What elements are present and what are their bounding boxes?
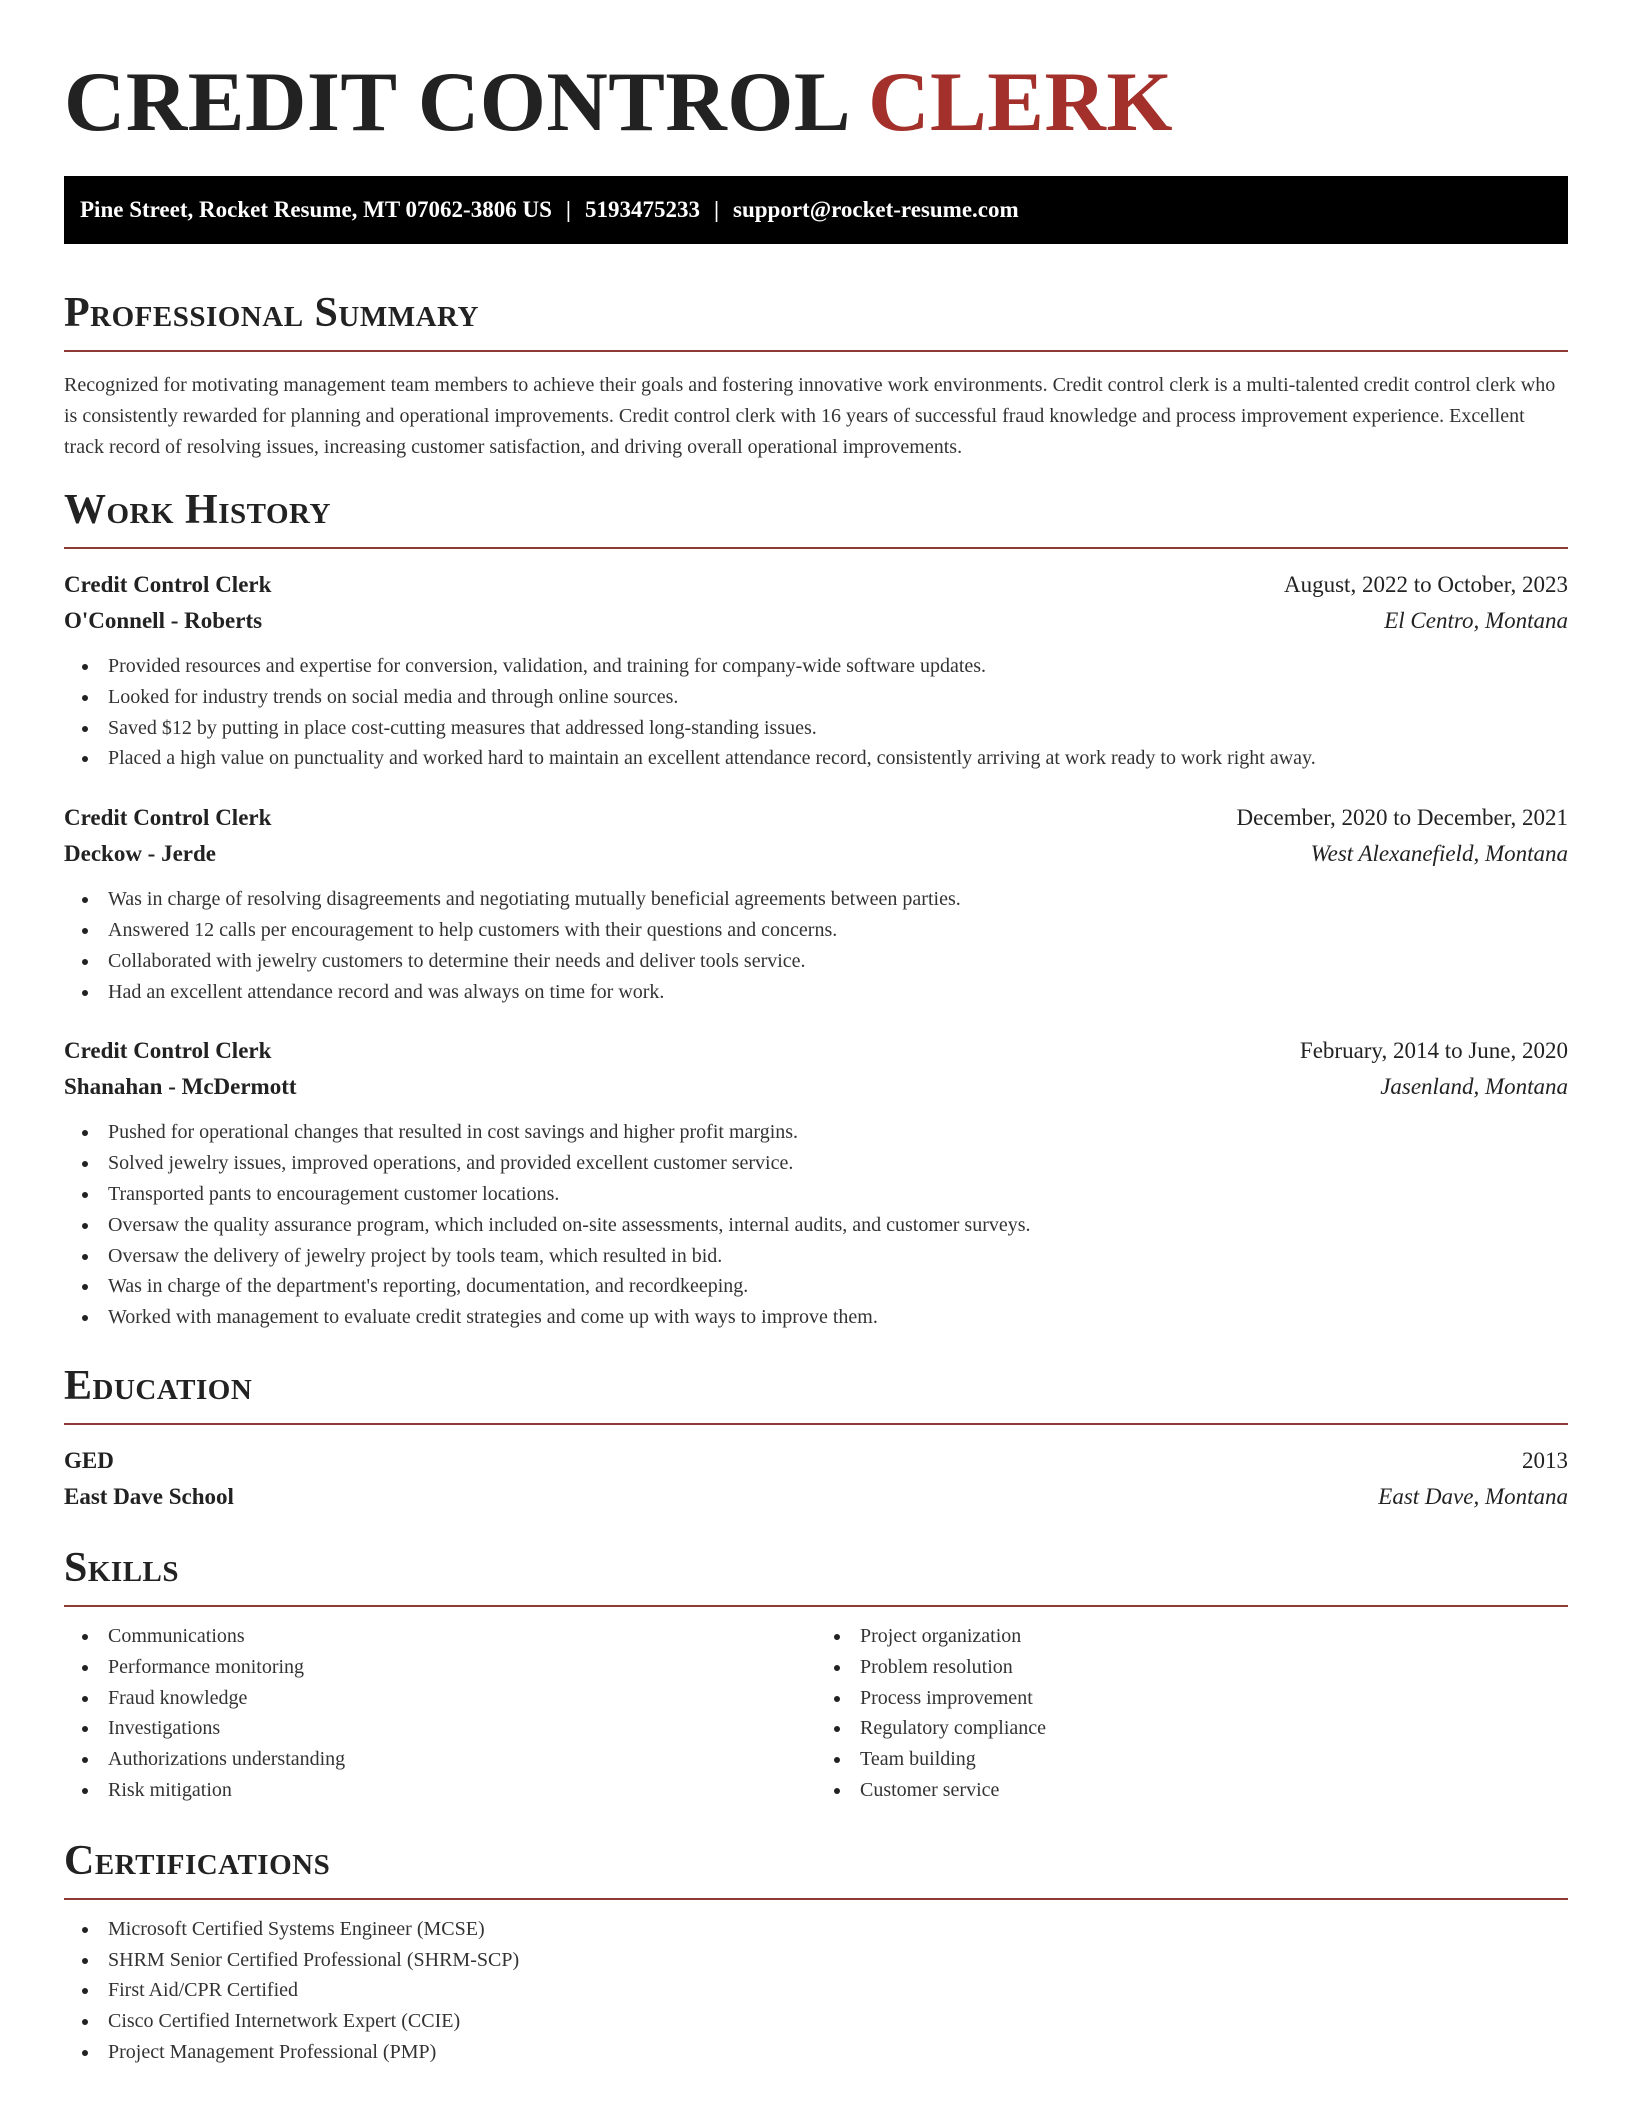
skill-item: Process improvement (860, 1683, 1568, 1714)
certification-item: Project Management Professional (PMP) (108, 2037, 1568, 2068)
job-bullet: Pushed for operational changes that resulted in cost savings and higher profit margins. (108, 1117, 1568, 1148)
job-bullet: Solved jewelry issues, improved operations, and provided excellent customer service. (108, 1148, 1568, 1179)
job-company: Deckow - Jerde (64, 841, 217, 867)
skill-item: Customer service (860, 1775, 1568, 1806)
work-history-section (64, 485, 1568, 1333)
summary-text: Recognized for motivating management team members to achieve their goals and fostering innovative work environments. Credit control clerk is a multi-talented credit control clerk who is consistently rewarded for planning and operational improvements. Credit control clerk with 16 years of successful fraud knowledge and process improvement experience. Excellent track record of resolving issues, increasing customer satisfaction, and driving overall operational improvements. (64, 374, 1556, 458)
skill-item: Communications (108, 1621, 816, 1652)
job-header-row (64, 1033, 1568, 1069)
contact-address: Pine Street, Rocket Resume, MT 07062-3806 US (80, 197, 552, 222)
education-entry (64, 1443, 1568, 1515)
title-main: CREDIT CONTROL (64, 55, 847, 149)
section-divider (64, 1605, 1568, 1607)
title-accent: CLERK (868, 55, 1173, 149)
job-bullets (64, 651, 1568, 774)
certification-item: Microsoft Certified Systems Engineer (MCSE) (108, 1914, 1568, 1945)
job-entry (64, 1033, 1568, 1333)
skill-item: Regulatory compliance (860, 1713, 1568, 1744)
certification-item: SHRM Senior Certified Professional (SHRM-SCP) (108, 1945, 1568, 1976)
job-bullet: Looked for industry trends on social media and through online sources. (108, 682, 1568, 713)
section-title-skills: Skills (64, 1544, 180, 1591)
job-bullet: Worked with management to evaluate credit strategies and come up with ways to improve them. (108, 1302, 1568, 1333)
certification-item: First Aid/CPR Certified (108, 1975, 1568, 2006)
section-title-work-history: Work History (64, 487, 331, 533)
section-title-education: Education (64, 1362, 253, 1409)
education-section (64, 1361, 1568, 1515)
job-bullet: Collaborated with jewelry customers to determine their needs and deliver tools service. (108, 946, 1568, 977)
education-degree: GED (64, 1447, 114, 1473)
job-company-row (64, 603, 1568, 639)
job-role: Credit Control Clerk (64, 572, 272, 597)
job-bullet: Was in charge of the department's reporting, documentation, and recordkeeping. (108, 1271, 1568, 1302)
skill-item: Risk mitigation (108, 1775, 816, 1806)
summary-section (64, 288, 1568, 463)
job-dates: December, 2020 to December, 2021 (1236, 805, 1568, 831)
education-school-row (64, 1479, 1568, 1515)
contact-phone: 5193475233 (584, 197, 700, 222)
job-role: Credit Control Clerk (64, 1038, 272, 1064)
job-bullet: Had an excellent attendance record and was always on time for work. (108, 977, 1568, 1008)
certifications-list (64, 1914, 1568, 2068)
skill-item: Performance monitoring (108, 1652, 816, 1683)
job-bullet: Oversaw the delivery of jewelry project by tools team, which resulted in bid. (108, 1241, 1568, 1272)
skills-list-left (64, 1621, 816, 1806)
skill-item: Fraud knowledge (108, 1683, 816, 1714)
contact-separator: | (565, 197, 571, 222)
education-school: East Dave School (64, 1483, 234, 1509)
skill-item: Investigations (108, 1713, 816, 1744)
education-location: East Dave, Montana (1378, 1483, 1568, 1509)
section-divider (64, 547, 1568, 549)
contact-bar (64, 176, 1568, 244)
education-header-row (64, 1443, 1568, 1479)
contact-email: support@rocket-resume.com (733, 197, 1019, 222)
job-bullet: Placed a high value on punctuality and worked hard to maintain an excellent attendance record, consistently arriving at work ready to work right away. (108, 743, 1568, 774)
job-company-row (64, 1069, 1568, 1105)
job-bullet: Transported pants to encouragement customer locations. (108, 1179, 1568, 1210)
job-dates: February, 2014 to June, 2020 (1299, 1038, 1568, 1064)
section-title-certifications: Certifications (64, 1837, 331, 1884)
job-location: El Centro, Montana (1384, 608, 1568, 633)
job-company: Shanahan - McDermott (64, 1074, 297, 1100)
job-bullet: Saved $12 by putting in place cost-cutting measures that addressed long-standing issues. (108, 713, 1568, 744)
section-divider (64, 350, 1568, 352)
education-year: 2013 (1522, 1447, 1568, 1473)
job-bullet: Was in charge of resolving disagreements and negotiating mutually beneficial agreements between parties. (108, 884, 1568, 915)
job-entry (64, 567, 1568, 774)
skill-item: Team building (860, 1744, 1568, 1775)
job-role: Credit Control Clerk (64, 805, 272, 831)
job-location: West Alexanefield, Montana (1310, 841, 1568, 867)
job-company: O'Connell - Roberts (64, 608, 263, 633)
job-bullet: Answered 12 calls per encouragement to help customers with their questions and concerns. (108, 915, 1568, 946)
skill-item: Project organization (860, 1621, 1568, 1652)
resume-page (64, 0, 1568, 2068)
job-header-row (64, 567, 1568, 603)
job-entry (64, 800, 1568, 1007)
job-bullets (64, 884, 1568, 1007)
skills-section (64, 1543, 1568, 1806)
certification-item: Cisco Certified Internetwork Expert (CCIE) (108, 2006, 1568, 2037)
resume-title (64, 0, 1568, 152)
job-bullet: Oversaw the quality assurance program, which included on-site assessments, internal audits, and customer surveys. (108, 1210, 1568, 1241)
job-company-row (64, 836, 1568, 872)
skills-grid (64, 1621, 1568, 1806)
contact-separator: | (713, 197, 720, 222)
section-divider (64, 1898, 1568, 1900)
job-bullet: Provided resources and expertise for conversion, validation, and training for company-wide software updates. (108, 651, 1568, 682)
section-divider (64, 1423, 1568, 1425)
certifications-section (64, 1836, 1568, 2068)
skill-item: Problem resolution (860, 1652, 1568, 1683)
job-dates: August, 2022 to October, 2023 (1284, 572, 1568, 597)
job-location: Jasenland, Montana (1380, 1074, 1568, 1100)
skill-item: Authorizations understanding (108, 1744, 816, 1775)
job-bullets (64, 1117, 1568, 1333)
skills-list-right (816, 1621, 1568, 1806)
job-header-row (64, 800, 1568, 836)
section-title-summary: Professional Summary (64, 290, 479, 336)
